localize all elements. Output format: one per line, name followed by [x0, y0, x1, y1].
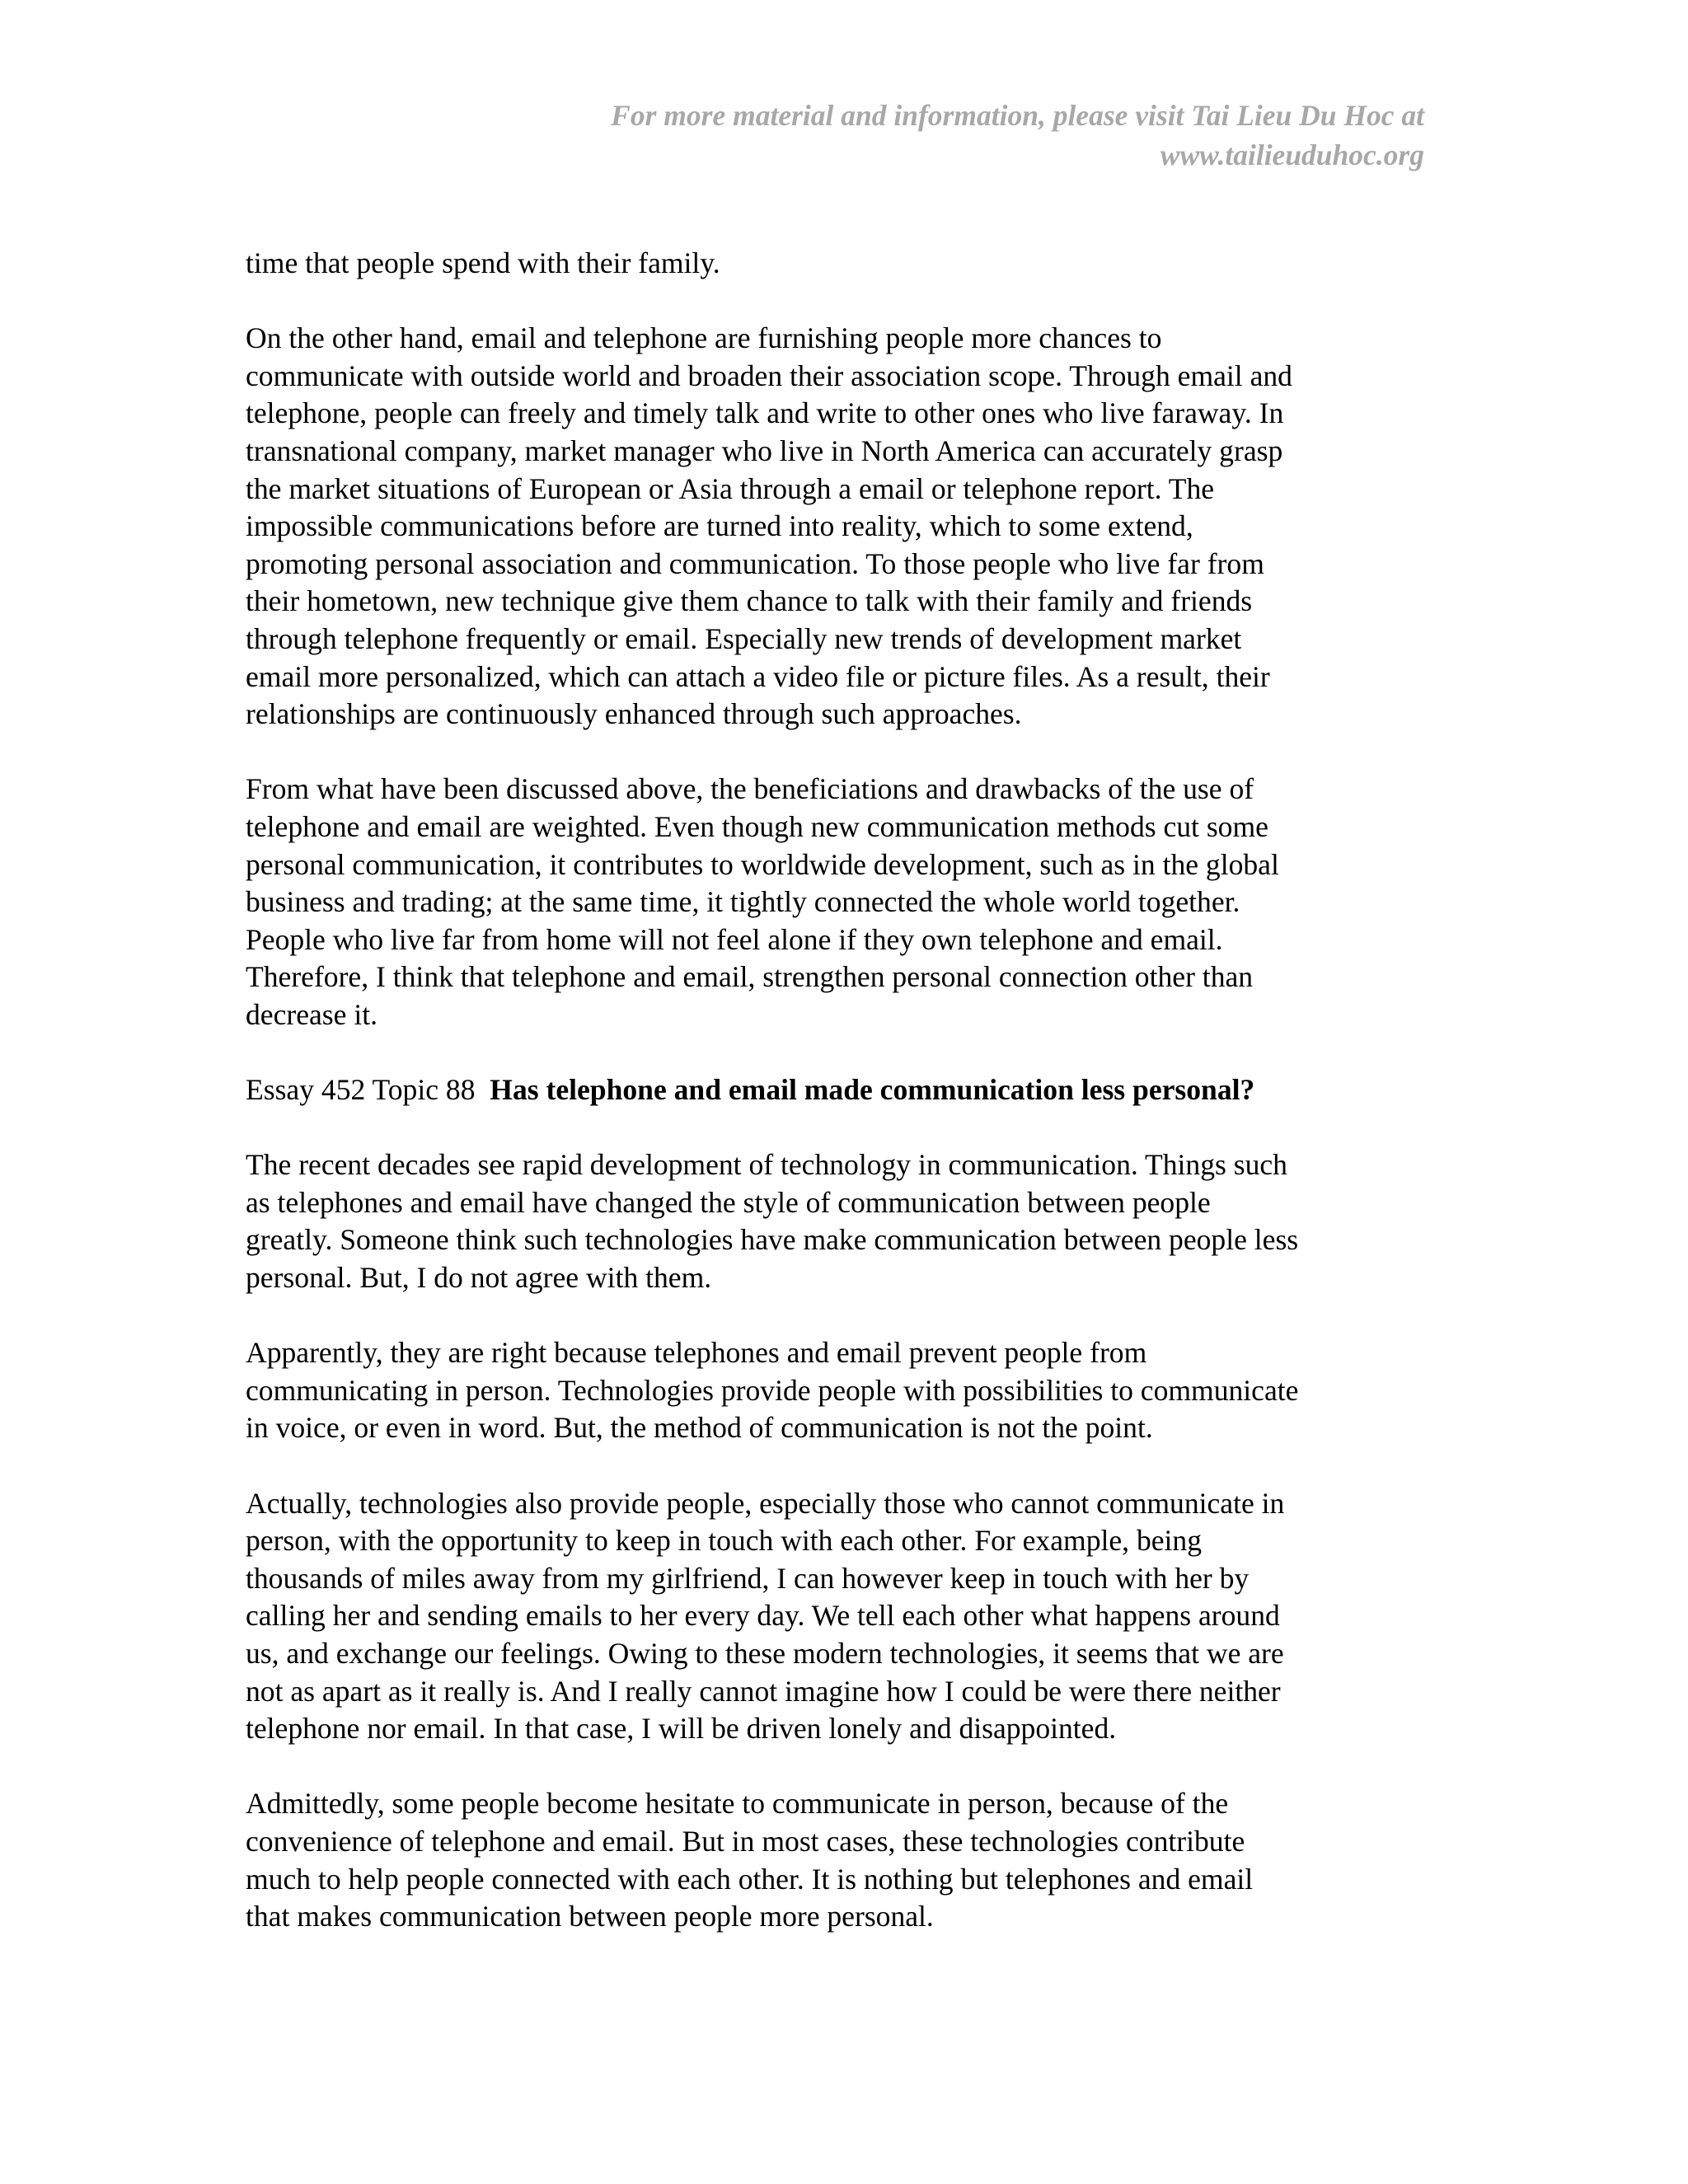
text-line: decrease it. [246, 997, 377, 1031]
essay-label: Essay 452 Topic 88 [246, 1073, 490, 1107]
essay-heading [246, 1071, 1465, 1109]
document-body [246, 245, 1465, 1973]
text-line: as telephones and email have changed the style of communication between people [246, 1185, 1211, 1219]
header-line-1: For more material and information, please visit Tai Lieu Du Hoc at [611, 99, 1424, 132]
text-line: Apparently, they are right because telephones and email prevent people from [246, 1336, 1147, 1370]
text-line: From what have been discussed above, the beneficiations and drawbacks of the use of [246, 772, 1254, 806]
text-line: thousands of miles away from my girlfriend, I can however keep in touch with her by [246, 1561, 1250, 1595]
text-line: The recent decades see rapid development of technology in communication. Things such [246, 1148, 1287, 1182]
text-line: personal. But, I do not agree with them. [246, 1261, 712, 1295]
text-line: the market situations of European or Asia through a email or telephone report. The [246, 471, 1215, 505]
essay-paragraph-intro [246, 1146, 1465, 1296]
essay-paragraph-admittedly [246, 1785, 1465, 1935]
text-line: convenience of telephone and email. But in most cases, these technologies contribute [246, 1824, 1245, 1858]
paragraph-conclusion [246, 771, 1465, 1033]
header-line-2: www.tailieuduhoc.org [1160, 138, 1424, 171]
page-header [246, 96, 1424, 175]
text-line: Therefore, I think that telephone and email, strengthen personal connection other than [246, 960, 1254, 994]
paragraph-continuation [246, 245, 1465, 283]
text-line: that makes communication between people more personal. [246, 1900, 934, 1933]
text-line: through telephone frequently or email. Especially new trends of development market [246, 621, 1242, 655]
text-line: not as apart as it really is. And I really cannot imagine how I could be were there neither [246, 1674, 1281, 1708]
text-line: communicating in person. Technologies provide people with possibilities to communicate [246, 1373, 1299, 1407]
text-line: person, with the opportunity to keep in touch with each other. For example, being [246, 1524, 1202, 1558]
text-line: their hometown, new technique give them chance to talk with their family and friends [246, 584, 1253, 618]
text-line: relationships are continuously enhanced through such approaches. [246, 697, 1022, 731]
text-line: business and trading; at the same time, it tightly connected the whole world together. [246, 885, 1240, 919]
text-line: us, and exchange our feelings. Owing to these modern technologies, it seems that we are [246, 1636, 1284, 1670]
text-line: communicate with outside world and broaden their association scope. Through email and [246, 359, 1292, 392]
text-line: transnational company, market manager who live in North America can accurately grasp [246, 434, 1283, 467]
text-line: in voice, or even in word. But, the method of communication is not the point. [246, 1411, 1153, 1445]
text-line: promoting personal association and communication. To those people who live far from [246, 546, 1264, 580]
text-line: telephone, people can freely and timely talk and write to other ones who live faraway. In [246, 396, 1284, 430]
text-line: People who live far from home will not feel alone if they own telephone and email. [246, 922, 1223, 956]
text-line: greatly. Someone think such technologies have make communication between people less [246, 1223, 1299, 1257]
text-line: personal communication, it contributes to worldwide development, such as in the global [246, 847, 1279, 881]
paragraph-other-hand [246, 320, 1465, 733]
essay-title: Has telephone and email made communication less personal? [490, 1073, 1255, 1107]
text-line: telephone and email are weighted. Even though new communication methods cut some [246, 809, 1268, 843]
text-line: email more personalized, which can attach a video file or picture files. As a result, their [246, 659, 1270, 693]
text-line: On the other hand, email and telephone are furnishing people more chances to [246, 321, 1162, 355]
text-line: time that people spend with their family. [246, 246, 720, 279]
text-line: impossible communications before are turned into reality, which to some extend, [246, 509, 1193, 543]
text-line: much to help people connected with each other. It is nothing but telephones and email [246, 1862, 1254, 1896]
essay-paragraph-actually [246, 1485, 1465, 1748]
essay-paragraph-apparently [246, 1334, 1465, 1447]
text-line: Actually, technologies also provide people, especially those who cannot communicate in [246, 1486, 1285, 1520]
text-line: calling her and sending emails to her every day. We tell each other what happens around [246, 1599, 1280, 1633]
essay-heading-line [246, 1071, 1465, 1109]
text-line: Admittedly, some people become hesitate to communicate in person, because of the [246, 1787, 1229, 1821]
text-line: telephone nor email. In that case, I will be driven lonely and disappointed. [246, 1712, 1117, 1746]
